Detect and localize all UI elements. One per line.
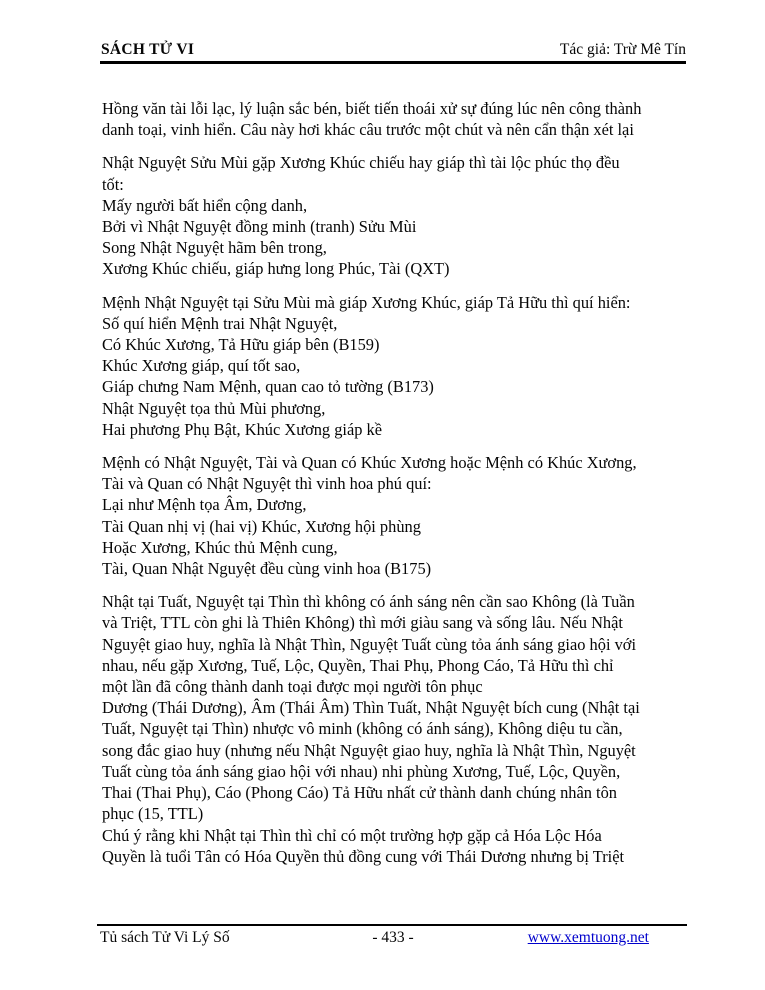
text-line: Tài, Quan Nhật Nguyệt đều cùng vinh hoa (B175) <box>102 559 432 579</box>
paragraph <box>102 292 694 440</box>
text-line: Dương (Thái Dương), Âm (Thái Âm) Thìn Tuất, Nhật Nguyệt bích cung (Nhật tại <box>102 698 640 718</box>
text-line: Mệnh Nhật Nguyệt tại Sửu Mùi mà giáp Xương Khúc, giáp Tả Hữu thì quí hiển: <box>102 292 631 312</box>
text-line: Xương Khúc chiếu, giáp hưng long Phúc, Tài (QXT) <box>102 259 450 279</box>
page-number: - 433 - <box>372 929 414 946</box>
text-line: tốt: <box>102 174 124 194</box>
book-title: SÁCH TỬ VI <box>101 41 195 58</box>
text-line: Lại như Mệnh tọa Âm, Dương, <box>102 495 307 515</box>
website-link[interactable]: www.xemtuong.net <box>527 929 649 946</box>
text-line: phục (15, TTL) <box>102 804 204 824</box>
text-line: một lần đã công thành danh toại được mọi người tôn phục <box>102 677 483 697</box>
paragraph <box>102 591 694 867</box>
text-line: danh toại, vinh hiển. Câu này hơi khác câu trước một chút và nên cẩn thận xét lại <box>102 120 634 140</box>
text-line: Nhật tại Tuất, Nguyệt tại Thìn thì không có ánh sáng nên cần sao Không (là Tuần <box>102 592 635 612</box>
page-footer <box>100 929 686 947</box>
series-title: Tủ sách Tử Vi Lý Số <box>100 929 230 946</box>
text-line: Hoặc Xương, Khúc thủ Mệnh cung, <box>102 537 338 557</box>
text-line: Quyền là tuổi Tân có Hóa Quyền thủ đồng cung với Thái Dương nhưng bị Triệt <box>102 846 625 866</box>
header-divider <box>100 61 686 64</box>
author-credit: Tác giả: Trừ Mê Tín <box>559 41 686 58</box>
text-line: và Triệt, TTL còn ghi là Thiên Không) thì mới giàu sang và sống lâu. Nếu Nhật <box>102 613 623 633</box>
text-line: Song Nhật Nguyệt hãm bên trong, <box>102 238 327 258</box>
text-line: Chú ý rằng khi Nhật tại Thìn thì chỉ có một trường hợp gặp cả Hóa Lộc Hóa <box>102 825 602 845</box>
text-line: Mệnh có Nhật Nguyệt, Tài và Quan có Khúc Xương hoặc Mệnh có Khúc Xương, <box>102 453 637 473</box>
paragraph <box>102 152 694 279</box>
text-line: Bởi vì Nhật Nguyệt đồng minh (tranh) Sửu Mùi <box>102 217 417 237</box>
text-line: Tuất, Nguyệt tại Thìn) nhược vô minh (không có ánh sáng), Không diệu tu cần, <box>102 719 623 739</box>
text-line: Số quí hiển Mệnh trai Nhật Nguyệt, <box>102 313 338 333</box>
footer-divider <box>97 924 687 926</box>
paragraph <box>102 98 694 140</box>
text-line: nhau, nếu gặp Xương, Tuế, Lộc, Quyền, Thai Phụ, Phong Cáo, Tả Hữu thì chỉ <box>102 655 614 675</box>
text-line: Thai (Thai Phụ), Cáo (Phong Cáo) Tả Hữu nhất cử thành danh chúng nhân tôn <box>102 783 618 803</box>
text-line: Khúc Xương giáp, quí tốt sao, <box>102 356 301 376</box>
text-line: Tài và Quan có Nhật Nguyệt thì vinh hoa phú quí: <box>102 474 432 494</box>
text-line: Mấy người bất hiển cộng danh, <box>102 195 308 215</box>
text-line: Có Khúc Xương, Tả Hữu giáp bên (B159) <box>102 335 380 355</box>
text-line: Nhật Nguyệt Sửu Mùi gặp Xương Khúc chiếu hay giáp thì tài lộc phúc thọ đều <box>102 153 620 173</box>
text-line: Nhật Nguyệt tọa thủ Mùi phương, <box>102 398 326 418</box>
text-line: Hồng văn tài lỗi lạc, lý luận sắc bén, biết tiến thoái xử sự đúng lúc nên công thành <box>102 99 642 118</box>
body-text <box>102 98 694 879</box>
paragraph <box>102 452 694 579</box>
text-line: Hai phương Phụ Bật, Khúc Xương giáp kề <box>102 419 383 439</box>
text-line: song đắc giao huy (nhưng nếu Nhật Nguyệt giao huy, nghĩa là Nhật Thìn, Nguyệt <box>102 740 636 760</box>
footer-link-cell <box>491 929 686 947</box>
text-line: Nguyệt giao huy, nghĩa là Nhật Thìn, Nguyệt Tuất cùng tỏa ánh sáng giao hội với <box>102 634 637 654</box>
text-line: Giáp chưng Nam Mệnh, quan cao tỏ tường (B173) <box>102 377 434 397</box>
page-header <box>101 41 686 59</box>
text-line: Tài Quan nhị vị (hai vị) Khúc, Xương hội phùng <box>102 516 421 536</box>
text-line: Tuất cùng tỏa ánh sáng giao hội với nhau) nhi phùng Xương, Tuế, Lộc, Quyền, <box>102 761 621 781</box>
